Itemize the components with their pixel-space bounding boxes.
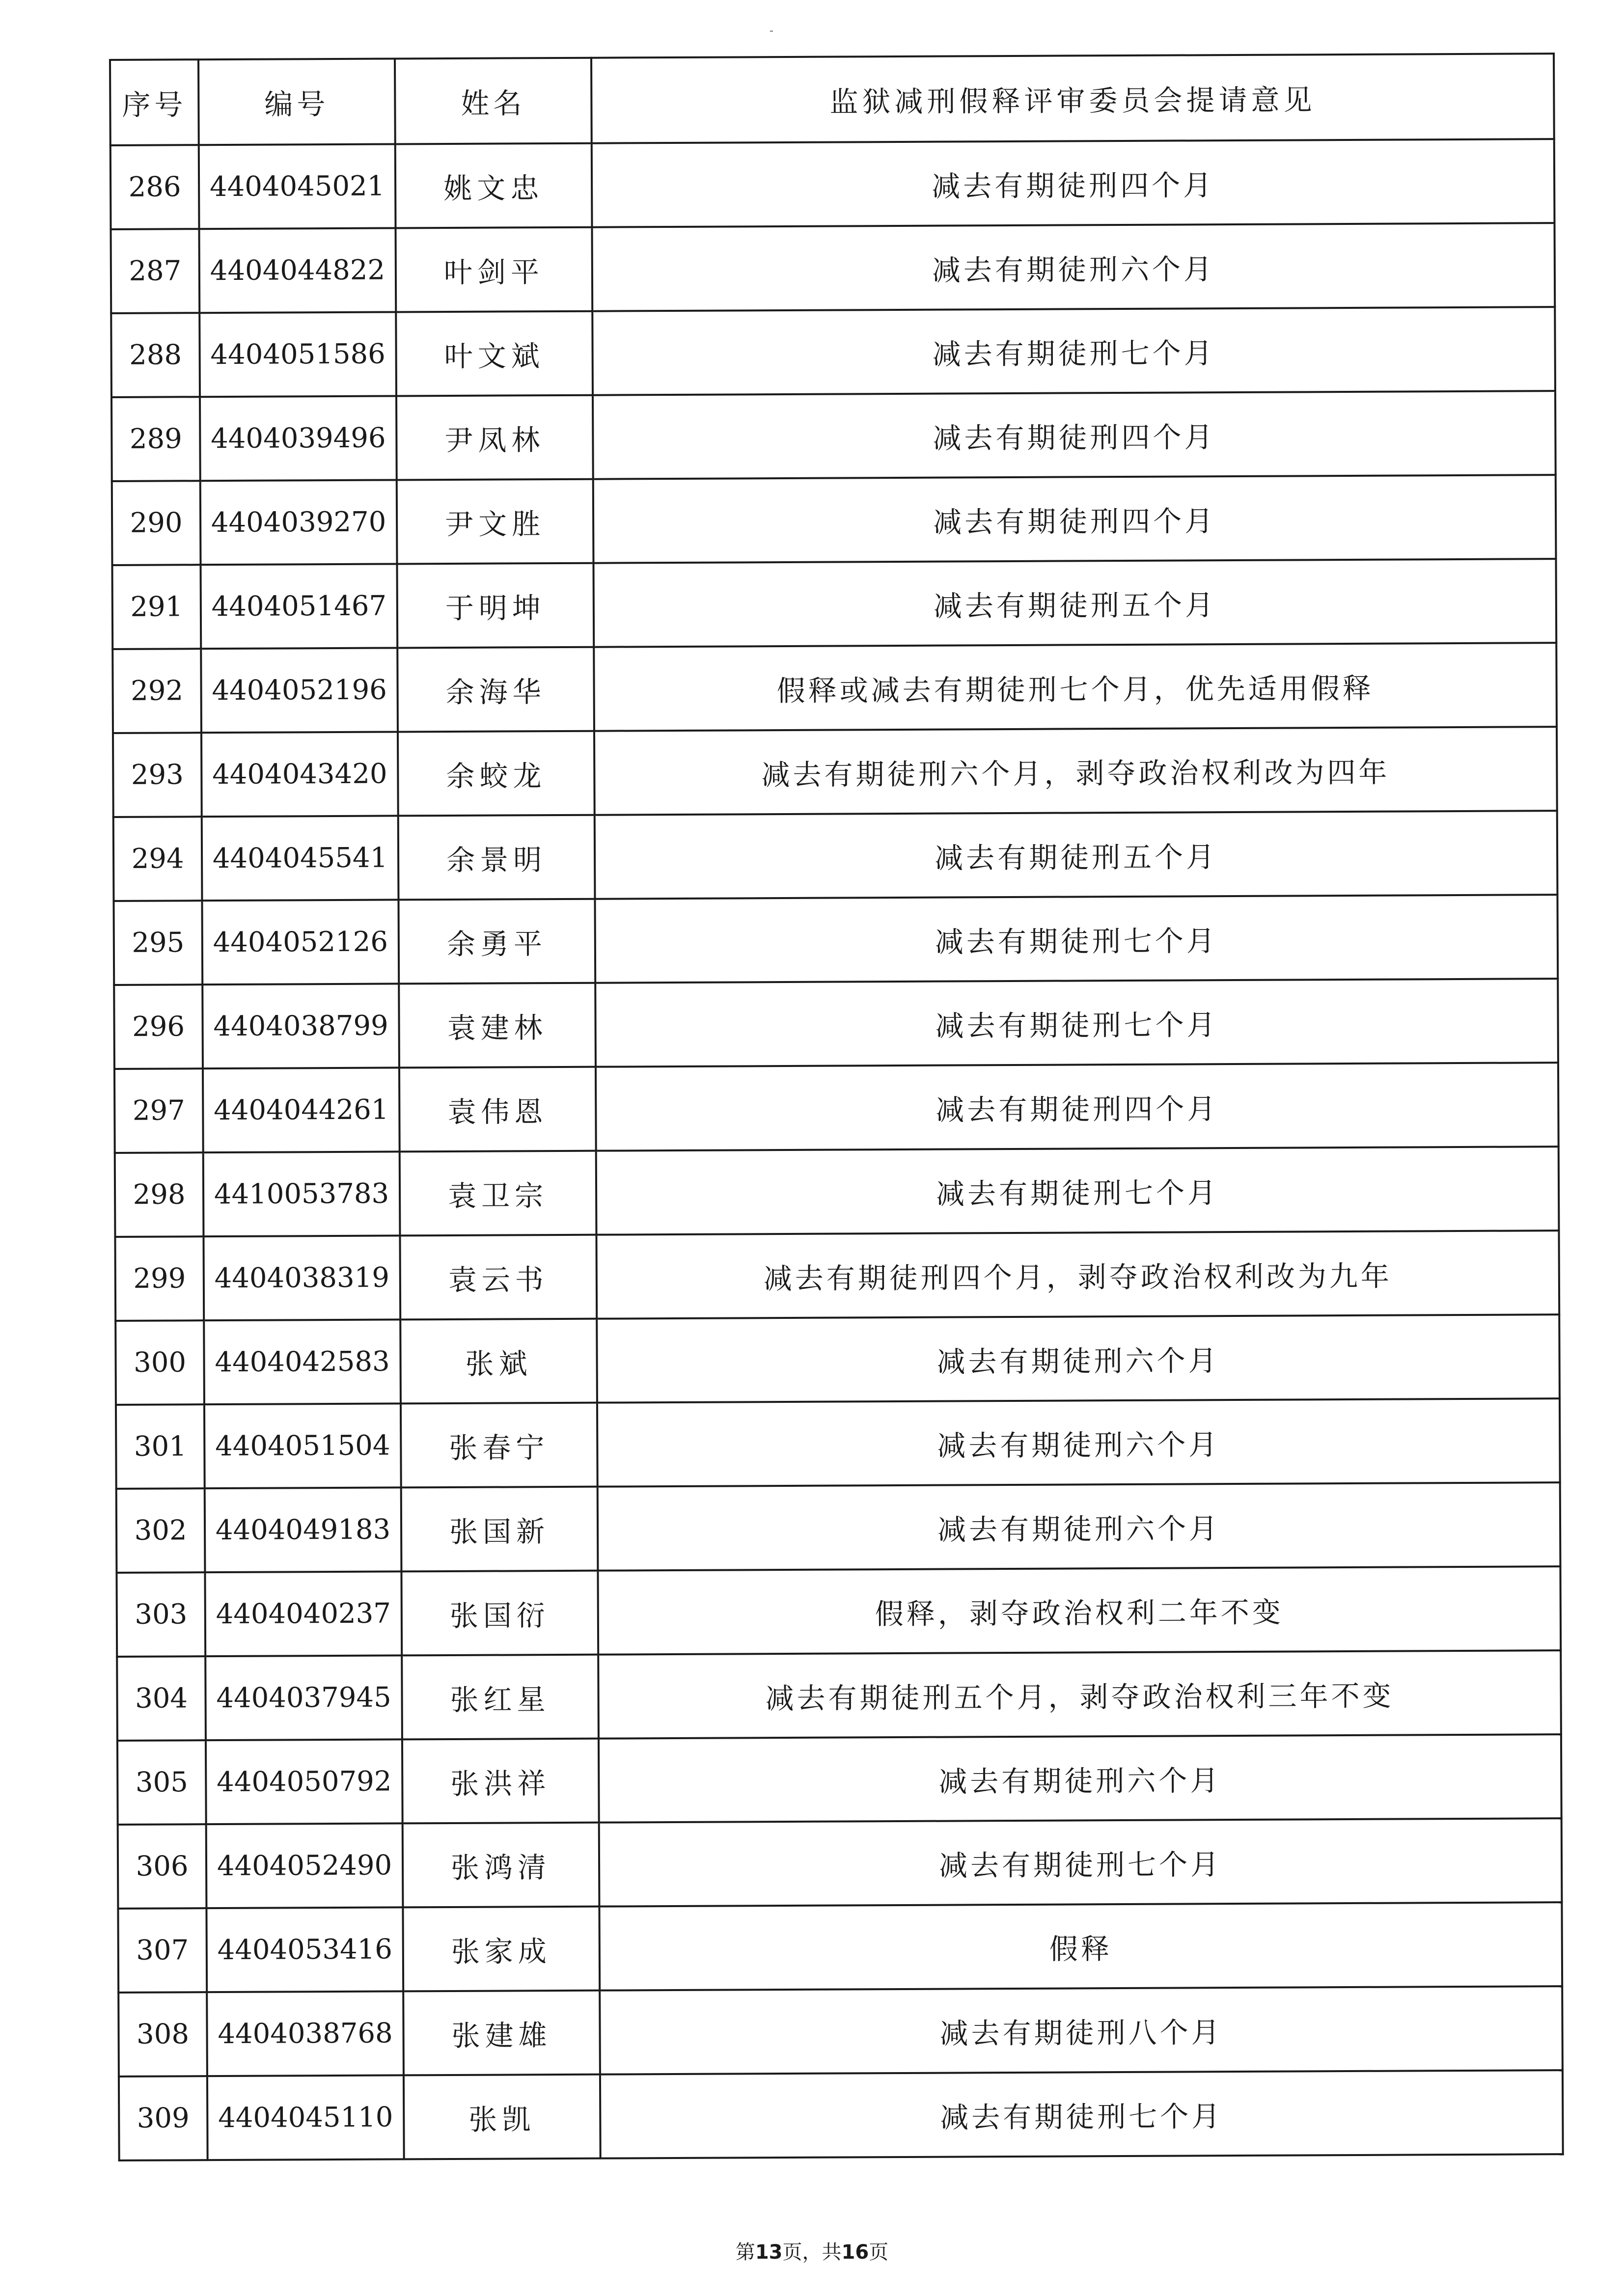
table-row xyxy=(111,223,1555,313)
cell-seq: 287 xyxy=(111,229,200,313)
cell-seq: 288 xyxy=(111,313,200,397)
table-row xyxy=(113,727,1557,817)
table-row xyxy=(118,1902,1562,1993)
cell-id: 4404051467 xyxy=(200,564,397,649)
cell-opinion: 减去有期徒刑七个月 xyxy=(595,895,1558,983)
cell-name: 袁卫宗 xyxy=(400,1151,597,1236)
cell-id: 4404052196 xyxy=(201,648,398,733)
commutation-parole-table xyxy=(109,53,1564,2161)
cell-name: 张凯 xyxy=(404,2075,601,2159)
cell-name: 叶文斌 xyxy=(396,311,593,396)
cell-id: 4404051586 xyxy=(199,312,396,397)
table-row xyxy=(114,979,1558,1069)
cell-id: 4404038319 xyxy=(203,1235,400,1320)
cell-opinion: 减去有期徒刑五个月 xyxy=(593,559,1556,647)
cell-name: 袁伟恩 xyxy=(399,1067,596,1152)
table-row xyxy=(118,1818,1562,1909)
footer-page-number: 13 xyxy=(755,2241,783,2264)
cell-id: 4404052126 xyxy=(202,900,399,984)
cell-opinion: 减去有期徒刑六个月，剥夺政治权利改为四年 xyxy=(594,727,1557,815)
table-row xyxy=(113,811,1558,901)
cell-opinion: 减去有期徒刑六个月 xyxy=(597,1314,1560,1403)
cell-opinion: 减去有期徒刑七个月 xyxy=(596,1147,1559,1235)
header-opinion: 监狱减刑假释评审委员会提请意见 xyxy=(591,54,1554,143)
cell-seq: 304 xyxy=(117,1656,206,1741)
cell-opinion: 减去有期徒刑四个月 xyxy=(593,391,1556,479)
cell-name: 尹凤林 xyxy=(396,395,593,480)
cell-seq: 303 xyxy=(116,1572,205,1657)
cell-seq: 296 xyxy=(114,984,203,1069)
cell-name: 余勇平 xyxy=(398,899,595,984)
table-row xyxy=(117,1734,1562,1825)
cell-name: 张鸿清 xyxy=(403,1823,600,1908)
cell-seq: 292 xyxy=(112,649,201,733)
cell-name: 袁建林 xyxy=(399,983,596,1068)
page-footer xyxy=(0,2237,1624,2265)
cell-seq: 305 xyxy=(117,1740,206,1825)
cell-seq: 295 xyxy=(113,901,202,985)
cell-seq: 293 xyxy=(113,733,202,817)
cell-id: 4410053783 xyxy=(203,1151,400,1236)
table-row xyxy=(116,1398,1560,1489)
cell-id: 4404053416 xyxy=(206,1907,403,1992)
table-row xyxy=(117,1650,1561,1741)
table-row xyxy=(111,307,1555,397)
cell-name: 张国衍 xyxy=(401,1571,598,1656)
cell-opinion: 减去有期徒刑五个月，剥夺政治权利三年不变 xyxy=(598,1650,1561,1739)
cell-name: 余景明 xyxy=(398,815,595,900)
cell-name: 张国新 xyxy=(401,1487,598,1572)
cell-id: 4404051504 xyxy=(204,1403,401,1488)
cell-id: 4404044261 xyxy=(203,1067,400,1152)
cell-id: 4404039270 xyxy=(200,480,397,565)
cell-opinion: 减去有期徒刑四个月，剥夺政治权利改为九年 xyxy=(596,1230,1559,1319)
header-name: 姓名 xyxy=(395,58,592,144)
cell-id: 4404043420 xyxy=(201,732,398,817)
cell-seq: 302 xyxy=(116,1488,205,1573)
cell-name: 张家成 xyxy=(403,1907,600,1992)
cell-seq: 306 xyxy=(118,1824,207,1909)
cell-name: 袁云书 xyxy=(400,1235,597,1320)
table-row xyxy=(115,1314,1560,1405)
cell-seq: 300 xyxy=(115,1320,204,1405)
footer-total-pages: 16 xyxy=(841,2241,869,2264)
cell-seq: 290 xyxy=(112,481,201,565)
cell-name: 余海华 xyxy=(397,647,594,732)
cell-id: 4404042583 xyxy=(204,1319,401,1404)
cell-name: 姚文忠 xyxy=(395,143,592,228)
cell-opinion: 减去有期徒刑五个月 xyxy=(595,811,1558,899)
cell-id: 4404040237 xyxy=(205,1571,402,1656)
table-row xyxy=(118,1986,1563,2077)
cell-id: 4404049183 xyxy=(205,1487,402,1572)
cell-seq: 308 xyxy=(118,1992,207,2077)
header-seq: 序号 xyxy=(110,59,199,145)
cell-seq: 299 xyxy=(115,1236,204,1321)
cell-opinion: 减去有期徒刑八个月 xyxy=(600,1986,1563,2075)
table-row xyxy=(114,1063,1559,1153)
cell-id: 4404050792 xyxy=(206,1739,403,1824)
table-row xyxy=(111,391,1556,481)
table-row xyxy=(110,139,1555,229)
cell-seq: 298 xyxy=(115,1152,204,1237)
table-row xyxy=(115,1230,1559,1321)
cell-id: 4404045110 xyxy=(207,2075,404,2160)
cell-name: 张红星 xyxy=(402,1655,599,1740)
table-row xyxy=(116,1566,1561,1657)
table-row xyxy=(113,895,1558,985)
cell-opinion: 假释 xyxy=(599,1902,1562,1991)
cell-seq: 289 xyxy=(111,397,200,481)
table-row xyxy=(116,1482,1561,1573)
cell-opinion: 减去有期徒刑七个月 xyxy=(600,2070,1563,2159)
cell-id: 4404039496 xyxy=(200,396,397,481)
table-body xyxy=(110,139,1563,2160)
table-row xyxy=(115,1147,1559,1237)
cell-name: 张建雄 xyxy=(403,1991,600,2076)
cell-opinion: 减去有期徒刑七个月 xyxy=(599,1818,1562,1907)
table-row xyxy=(112,559,1556,649)
cell-id: 4404045541 xyxy=(202,816,399,901)
cell-id: 4404038799 xyxy=(202,984,399,1068)
header-id: 编号 xyxy=(198,58,395,145)
cell-name: 叶剑平 xyxy=(396,227,593,312)
scan-speck xyxy=(770,30,773,32)
cell-opinion: 减去有期徒刑四个月 xyxy=(593,475,1556,563)
cell-name: 于明坤 xyxy=(397,563,594,648)
cell-id: 4404044822 xyxy=(199,228,396,313)
cell-name: 张斌 xyxy=(400,1319,597,1404)
cell-name: 张洪祥 xyxy=(402,1739,599,1824)
cell-seq: 294 xyxy=(113,817,202,901)
cell-id: 4404038768 xyxy=(207,1991,404,2076)
cell-opinion: 假释或减去有期徒刑七个月，优先适用假释 xyxy=(594,643,1557,731)
cell-opinion: 减去有期徒刑四个月 xyxy=(596,1063,1559,1151)
cell-seq: 301 xyxy=(116,1404,205,1489)
footer-middle: 页，共 xyxy=(782,2241,842,2264)
cell-id: 4404045021 xyxy=(199,144,396,229)
cell-opinion: 减去有期徒刑六个月 xyxy=(592,223,1555,311)
cell-name: 尹文胜 xyxy=(397,479,594,564)
cell-seq: 309 xyxy=(119,2076,208,2160)
cell-opinion: 减去有期徒刑六个月 xyxy=(597,1398,1560,1487)
footer-prefix: 第 xyxy=(735,2241,755,2264)
cell-opinion: 减去有期徒刑六个月 xyxy=(598,1482,1561,1571)
cell-opinion: 减去有期徒刑七个月 xyxy=(595,979,1558,1067)
cell-seq: 307 xyxy=(118,1908,207,1993)
cell-name: 余蛟龙 xyxy=(398,731,595,816)
cell-seq: 286 xyxy=(110,145,199,229)
cell-id: 4404037945 xyxy=(205,1655,402,1740)
cell-opinion: 减去有期徒刑六个月 xyxy=(599,1734,1562,1823)
table-row xyxy=(112,475,1556,565)
cell-id: 4404052490 xyxy=(206,1823,403,1908)
cell-opinion: 假释，剥夺政治权利二年不变 xyxy=(598,1566,1561,1655)
table-row xyxy=(119,2070,1563,2160)
footer-suffix: 页 xyxy=(869,2241,889,2264)
cell-name: 张春宁 xyxy=(401,1403,598,1488)
cell-seq: 297 xyxy=(114,1068,203,1153)
table-header-row xyxy=(110,54,1554,145)
cell-opinion: 减去有期徒刑四个月 xyxy=(592,139,1555,227)
cell-seq: 291 xyxy=(112,565,201,649)
table-row xyxy=(112,643,1557,733)
cell-opinion: 减去有期徒刑七个月 xyxy=(592,307,1555,395)
